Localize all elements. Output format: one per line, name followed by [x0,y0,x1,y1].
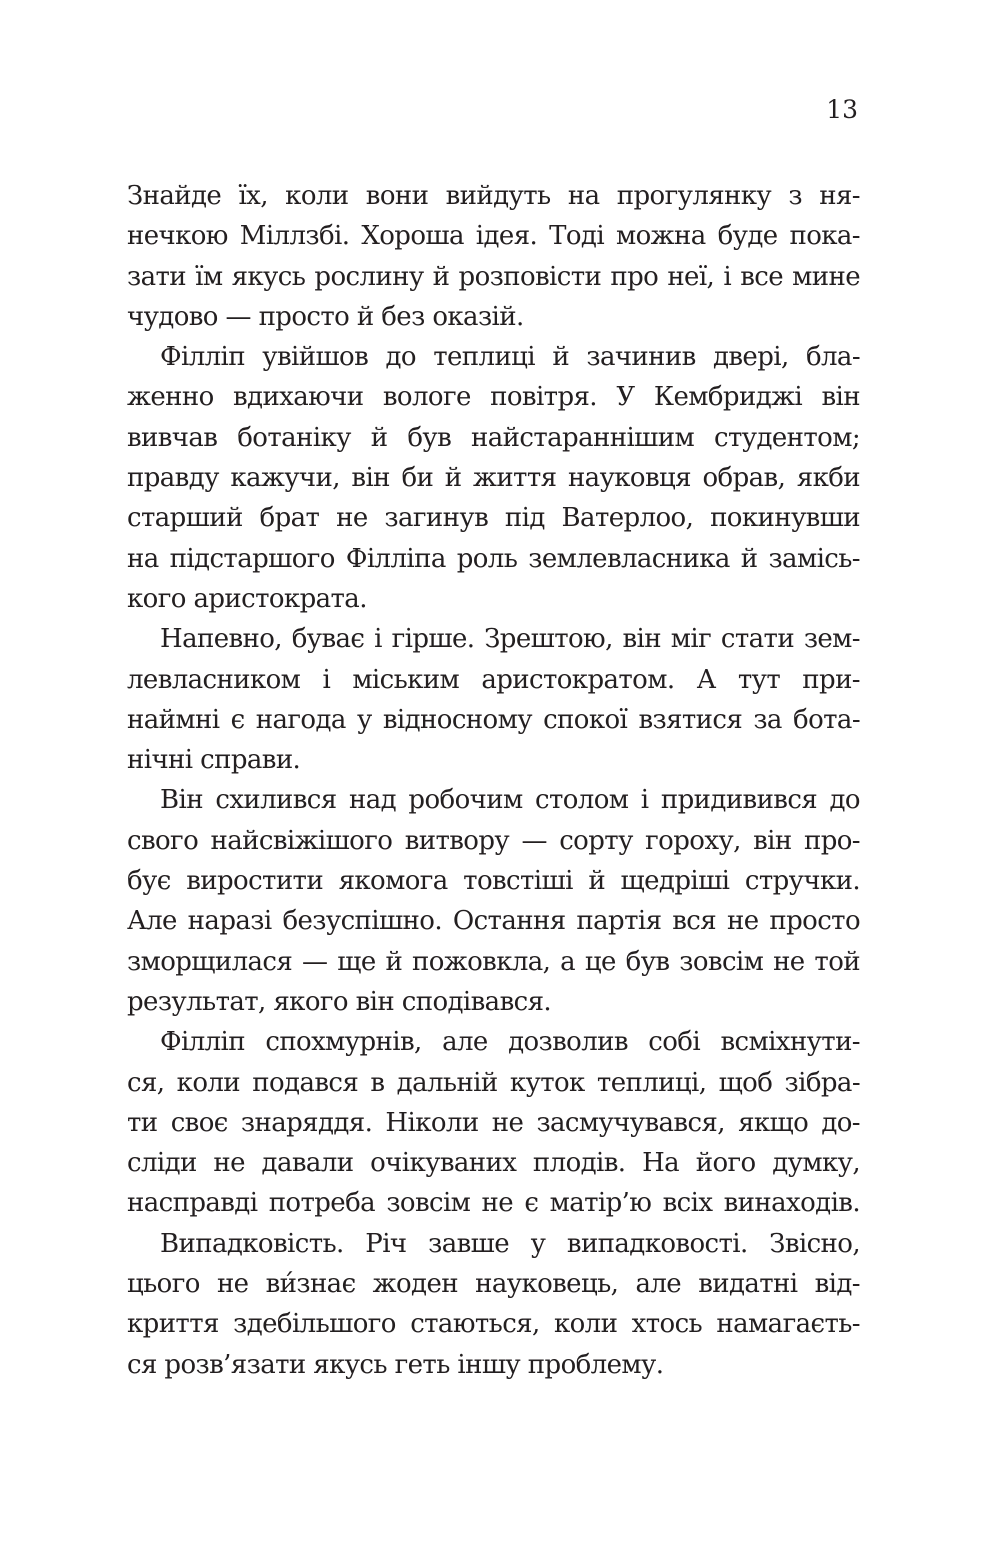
text-line: Філліп увійшов до теплиці й зачинив двері, бла- [160,342,860,373]
text-line: кого аристократа. [127,583,367,614]
text-line: наймні є нагода у відносному спокої взятися за бота- [127,704,860,735]
text-line: бує виростити якомога товстіші й щедріші стручки. [127,866,860,897]
text-line: правду кажучи, він би й життя науковця обрав, якби [127,463,860,494]
text-line: зморщилася — ще й пожовкла, а це був зовсім не той [127,946,860,977]
text-line: ся, коли подався в дальній куток теплиці, щоб зібра- [127,1067,860,1098]
text-line: Але наразі безуспішно. Остання партія вся не просто [127,906,860,937]
text-line: левласником і міським аристократом. А тут при- [127,664,860,695]
text-line: вивчав ботаніку й був найстараннішим студентом; [127,422,860,453]
text-line: на підстаршого Філліпа роль землевласника й замісь- [127,543,860,574]
text-line: результат, якого він сподівався. [127,986,552,1017]
text-line: насправді потреба зовсім не є матір’ю всіх винаходів. [127,1188,860,1219]
text-line: ся розв’язати якусь геть іншу проблему. [127,1349,664,1380]
text-line: зати їм якусь рослину й розповісти про неї, і все мине [127,261,860,292]
paragraph-2 [127,337,860,619]
text-line: криття здебільшого стаються, коли хтось намагаєть- [127,1309,860,1340]
text-line: Знайде їх, коли вони вийдуть на прогулянку з ня- [127,181,860,211]
text-line: чудово — просто й без оказій. [127,301,524,332]
text-line: Напевно, буває і гірше. Зрештою, він міг стати зем- [160,624,860,655]
text-line: Він схилився над робочим столом і придивився до [160,785,860,816]
text-line: нечкою Міллзбі. Хороша ідея. Тоді можна буде пока- [127,221,860,252]
paragraph-3 [127,619,860,780]
page-number: 13 [826,95,858,124]
text-line: ти своє знаряддя. Ніколи не засмучувався, якщо до- [127,1107,860,1138]
paragraph-6 [127,1224,860,1385]
text-line: свого найсвіжішого витвору — сорту гороху, він про- [127,825,860,856]
paragraph-1 [127,176,860,337]
text-line: нічні справи. [127,745,301,776]
text-line: Філліп спохмурнів, але дозволив собі всміхнути- [160,1027,860,1058]
paragraph-5 [127,1022,860,1223]
paragraph-4 [127,780,860,1022]
text-line: старший брат не загинув під Ватерлоо, покинувши [127,503,860,534]
text-line: Випадковість. Річ завше у випадковості. Звісно, [160,1228,860,1259]
text-line: сліди не давали очікуваних плодів. На його думку, [127,1148,860,1179]
text-line: цього не ви́знає жоден науковець, але видатні від- [127,1269,860,1300]
text-line: женно вдихаючи вологе повітря. У Кембриджі він [127,382,860,413]
body-text [127,176,860,1385]
